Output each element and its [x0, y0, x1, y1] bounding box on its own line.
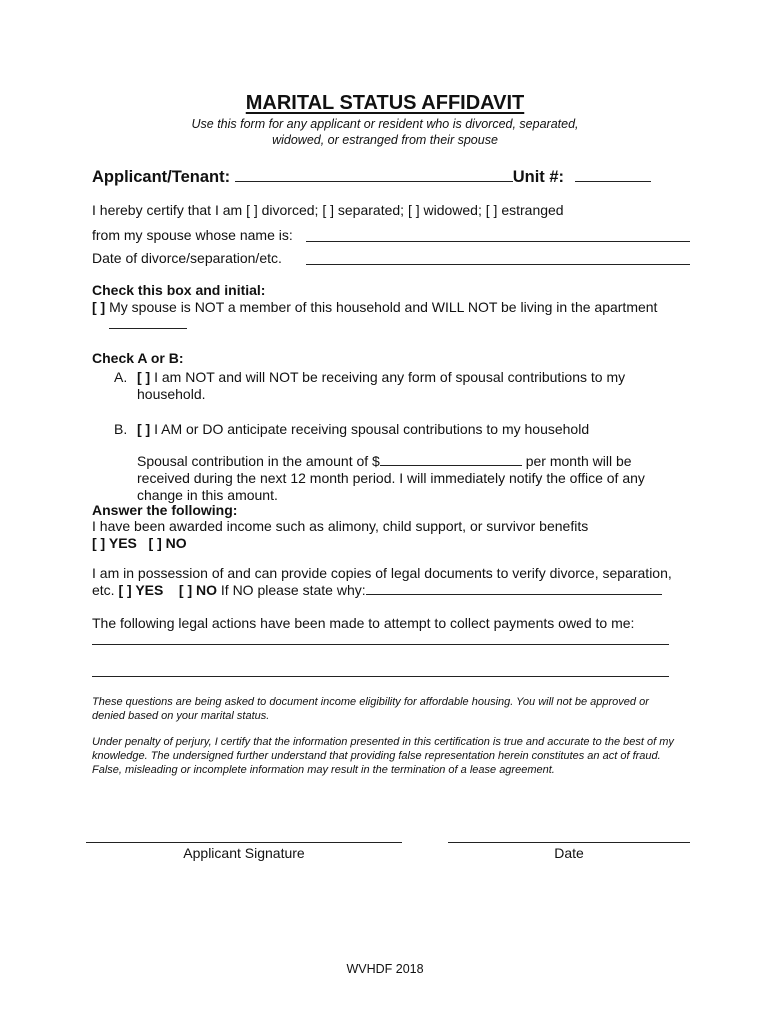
perjury-certification: Under penalty of perjury, I certify that the information presented in this certification is true and accurate to the best of my knowledge. The undersigned further understand that providing false representation herein constitutes an act of fraud. False, misleading or incomplete information may result in the termination of a lease agreement. [92, 736, 674, 776]
option-a [137, 369, 625, 403]
contribution-line-3: change in this amount. [137, 487, 278, 503]
form-title-text: MARITAL STATUS AFFIDAVIT [245, 92, 525, 114]
not-household-member-checkbox[interactable]: [ ] [92, 299, 106, 315]
subtitle-line-2: widowed, or estranged from their spouse [272, 133, 498, 147]
legal-documents-answers [92, 582, 662, 598]
check-box-heading: Check this box and initial: [92, 282, 266, 298]
divorced-checkbox[interactable]: [ ] divorced; [246, 202, 319, 218]
spousal-contribution-block [137, 453, 645, 504]
subtitle-line-1: Use this form for any applicant or resident who is divorced, separated, [191, 117, 579, 131]
option-a-line-1: I am NOT and will NOT be receiving any form of spousal contributions to my [154, 369, 626, 385]
date-caption: Date [554, 845, 584, 861]
applicant-tenant-field[interactable] [235, 181, 513, 182]
not-household-member-text: My spouse is NOT a member of this household and WILL NOT be living in the apartment [109, 299, 658, 315]
certify-prefix: I hereby certify that I am [92, 202, 243, 218]
unit-number-field[interactable] [575, 181, 651, 182]
documents-yes-checkbox[interactable]: [ ] YES [118, 582, 164, 598]
form-footer: WVHDF 2018 [346, 962, 424, 976]
divorce-date-field[interactable] [306, 264, 690, 265]
documents-explain-field[interactable] [366, 594, 662, 595]
unit-label: Unit #: [512, 168, 565, 186]
date-signature-line[interactable] [448, 842, 690, 843]
applicant-tenant-label: Applicant/Tenant: [92, 168, 231, 186]
option-b-checkbox[interactable]: [ ] [137, 421, 151, 437]
not-household-member-item [92, 299, 657, 315]
documents-explain-label: If NO please state why: [220, 582, 366, 598]
form-subtitle [0, 116, 770, 148]
contribution-amount-suffix: per month will be [525, 453, 632, 469]
awarded-income-answers [92, 535, 187, 551]
option-b-text: I AM or DO anticipate receiving spousal contributions to my household [154, 421, 590, 437]
initials-field[interactable] [109, 328, 187, 329]
legal-documents-question: I am in possession of and can provide copies of legal documents to verify divorce, separation, [92, 565, 672, 581]
legal-actions-question: The following legal actions have been made to attempt to collect payments owed to me: [92, 615, 635, 631]
form-title [0, 92, 770, 115]
spouse-name-field[interactable] [306, 241, 690, 242]
eligibility-notice: These questions are being asked to document income eligibility for affordable housing. You will not be approved or denied based on your marital status. [92, 696, 649, 722]
contribution-amount-prefix: Spousal contribution in the amount of $ [137, 453, 380, 469]
option-b-letter: B. [114, 421, 128, 437]
applicant-signature-caption: Applicant Signature [183, 845, 305, 861]
documents-no-checkbox[interactable]: [ ] NO [178, 582, 218, 598]
contribution-amount-field[interactable] [380, 465, 522, 466]
awarded-no-checkbox[interactable]: [ ] NO [148, 535, 187, 551]
marital-status-row [92, 202, 564, 218]
applicant-signature-line[interactable] [86, 842, 402, 843]
check-a-or-b-heading: Check A or B: [92, 350, 184, 366]
legal-actions-line-1[interactable] [92, 644, 669, 645]
option-b [137, 421, 589, 437]
spouse-name-label: from my spouse whose name is: [92, 227, 293, 243]
awarded-income-question: I have been awarded income such as alimony, child support, or survivor benefits [92, 518, 589, 534]
widowed-checkbox[interactable]: [ ] widowed; [407, 202, 482, 218]
awarded-yes-checkbox[interactable]: [ ] YES [92, 535, 137, 551]
separated-checkbox[interactable]: [ ] separated; [322, 202, 405, 218]
estranged-checkbox[interactable]: [ ] estranged [485, 202, 564, 218]
legal-documents-etc: etc. [92, 582, 115, 598]
applicant-row [92, 168, 651, 187]
contribution-line-2: received during the next 12 month period. I will immediately notify the office of any [137, 470, 645, 486]
answer-heading: Answer the following: [92, 502, 238, 518]
legal-actions-line-2[interactable] [92, 676, 669, 677]
option-a-line-2: household. [137, 386, 206, 402]
option-a-checkbox[interactable]: [ ] [137, 369, 151, 385]
divorce-date-label: Date of divorce/separation/etc. [92, 250, 282, 266]
option-a-letter: A. [114, 369, 128, 385]
